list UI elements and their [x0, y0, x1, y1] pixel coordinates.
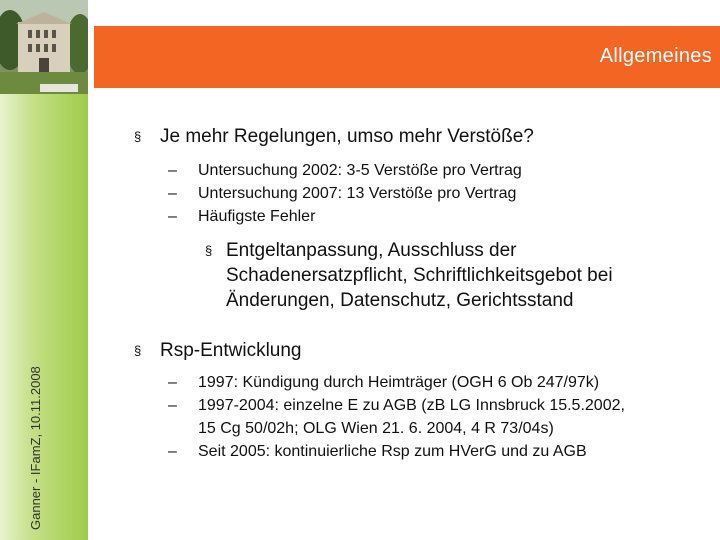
title-bar — [94, 26, 720, 88]
dash-icon: – — [168, 374, 177, 391]
sub-point-text: 1997: Kündigung durch Heimträger (OGH 6 Ob 247/97k) — [198, 374, 600, 391]
section-bullet-icon: § — [134, 343, 142, 358]
sidebar-divider — [88, 0, 93, 540]
dash-icon: – — [168, 162, 177, 179]
dash-icon: – — [168, 443, 177, 460]
sub-point — [132, 205, 712, 228]
footer-vertical-label: Ganner - IFamZ, 10.11.2008 — [28, 366, 43, 530]
sub-point — [132, 371, 712, 394]
sub-point-text: 15 Cg 50/02h; OLG Wien 21. 6. 2004, 4 R 73/04s) — [198, 420, 554, 437]
dash-icon: – — [168, 185, 177, 202]
sub-sub-point — [132, 238, 712, 313]
slide-title: Allgemeines — [599, 45, 712, 67]
slide-content — [132, 125, 712, 463]
sub-sub-point-line: Änderungen, Datenschutz, Gerichtsstand — [226, 290, 574, 311]
sub-sub-point-line: Schadenersatzpflicht, Schriftlichkeitsgebot bei — [226, 265, 613, 286]
sub-point-text: Untersuchung 2002: 3-5 Verstöße pro Vertrag — [198, 162, 522, 179]
building-photo — [0, 0, 88, 94]
sub-point — [132, 182, 712, 205]
dash-icon: – — [168, 397, 177, 414]
sub-point — [132, 159, 712, 182]
sub-point — [132, 440, 712, 463]
dash-icon: – — [168, 208, 177, 225]
bullet-point — [132, 339, 712, 363]
section-bullet-icon: § — [205, 243, 213, 258]
bullet-point — [132, 125, 712, 149]
sub-point-text: Häufigste Fehler — [198, 208, 316, 225]
sub-point-continuation — [132, 417, 712, 440]
sub-sub-point-line: Entgeltanpassung, Ausschluss der — [226, 240, 517, 261]
sub-point-text: 1997-2004: einzelne E zu AGB (zB LG Innsbruck 15.5.2002, — [198, 397, 625, 414]
bullet-text: Je mehr Regelungen, umso mehr Verstöße? — [160, 126, 534, 147]
section-bullet-icon: § — [134, 129, 142, 144]
sub-point — [132, 394, 712, 417]
bullet-text: Rsp-Entwicklung — [160, 340, 302, 361]
sub-point-text: Untersuchung 2007: 13 Verstöße pro Vertrag — [198, 185, 517, 202]
sub-point-text: Seit 2005: kontinuierliche Rsp zum HVerG und zu AGB — [198, 443, 587, 460]
